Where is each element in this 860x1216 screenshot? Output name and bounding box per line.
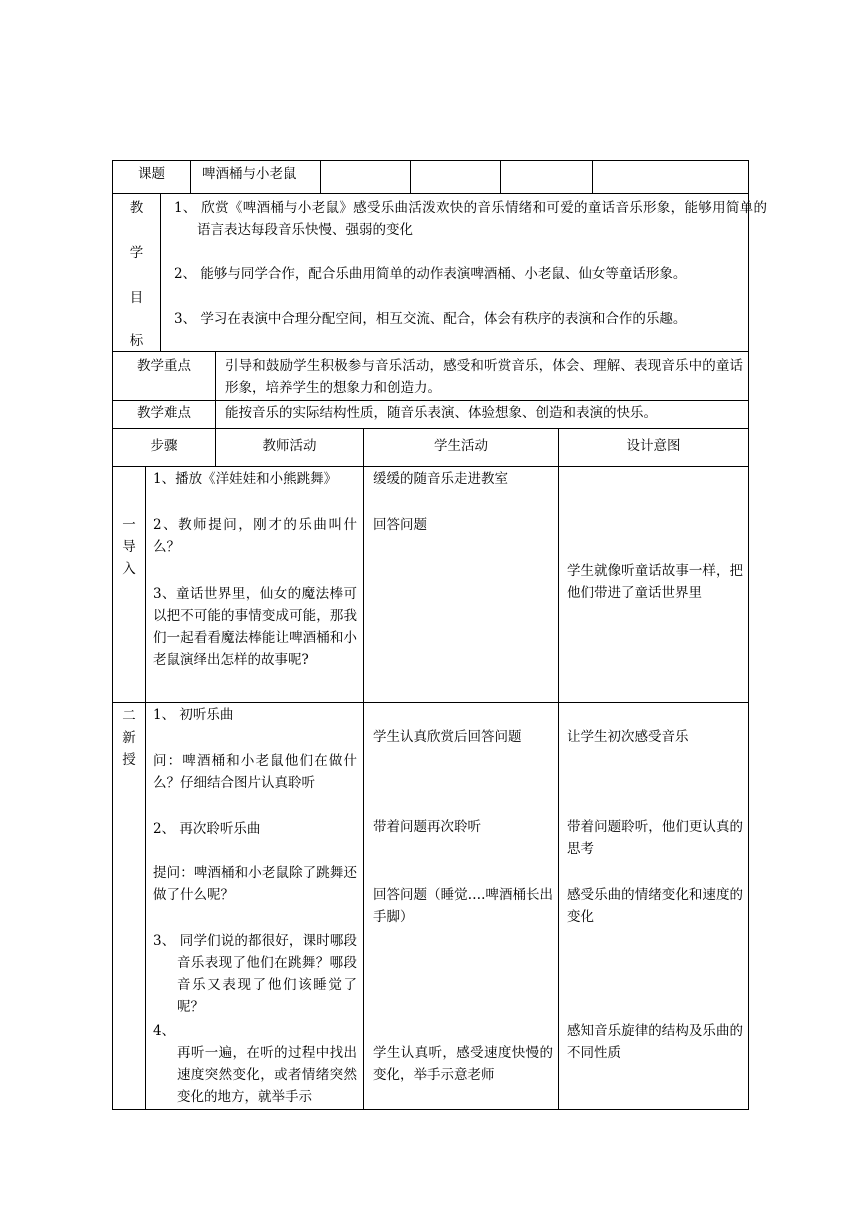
section2-teacher-7: 再听一遍，在听的过程中找出速度突然变化，或者情绪突然变化的地方，就举手示 <box>177 1045 357 1105</box>
key-points-label: 教学重点 <box>137 358 191 374</box>
goal-item-2: 2、 能够与同学合作，配合乐曲用简单的动作表演啤酒桶、小老鼠、仙女等童话形象。 <box>174 266 687 282</box>
section1-teacher-3: 3、童话世界里，仙女的魔法棒可以把不可能的事情变成可能，那我们一起看看魔法棒能让啤酒桶和小老鼠演绎出怎样的故事呢? <box>153 586 357 668</box>
section2-teacher-1: 1、 初听乐曲 <box>153 707 234 723</box>
section2-teacher-4: 提问：啤酒桶和小老鼠除了跳舞还做了什么呢？ <box>153 865 357 903</box>
goals-label-char: 学 <box>129 245 144 261</box>
step-char: 一 <box>122 517 136 533</box>
section1-teacher-1: 1、播放《洋娃娃和小熊跳舞》 <box>153 471 338 487</box>
step-char: 二 <box>122 708 136 724</box>
course-label: 课题 <box>138 166 165 182</box>
section2-student-2: 带着问题再次聆听 <box>373 819 481 835</box>
step-char: 入 <box>122 561 136 577</box>
section1-student-1: 缓缓的随音乐走进教室 <box>373 471 508 487</box>
section2-teacher-3: 2、 再次聆听乐曲 <box>153 821 261 837</box>
section2-student-3: 回答问题（睡觉….啤酒桶长出手脚） <box>373 887 553 925</box>
column-header-design: 设计意图 <box>626 438 681 454</box>
goals-label-char: 标 <box>129 333 144 349</box>
goals-label-char: 教 <box>129 200 144 216</box>
goals-label-char: 目 <box>129 290 144 306</box>
section2-teacher-6: 4、 <box>153 1023 176 1039</box>
section2-student-4: 学生认真听，感受速度快慢的变化，举手示意老师 <box>373 1045 553 1083</box>
column-header-step: 步骤 <box>150 438 178 454</box>
section2-design-1: 让学生初次感受音乐 <box>567 729 689 745</box>
goal-item-1: 1、 欣赏《啤酒桶与小老鼠》感受乐曲活泼欢快的音乐情绪和可爱的童话音乐形象，能够用简单的语言表达每段音乐快慢、强弱的变化 <box>174 200 767 238</box>
column-header-student: 学生活动 <box>434 438 488 454</box>
section2-design-2: 带着问题聆听，他们更认真的思考 <box>567 819 743 857</box>
key-points-text: 引导和鼓励学生积极参与音乐活动，感受和听赏音乐，体会、理解、表现音乐中的童话形象，培养学生的想象力和创造力。 <box>225 358 743 396</box>
step-char: 授 <box>122 752 136 768</box>
section2-design-4: 感知音乐旋律的结构及乐曲的不同性质 <box>567 1023 743 1061</box>
section1-teacher-2: 2、教师提问，刚才的乐曲叫什么？ <box>153 517 357 555</box>
section2-design-3: 感受乐曲的情绪变化和速度的变化 <box>567 887 743 925</box>
difficulties-text: 能按音乐的实际结构性质，随音乐表演、体验想象、创造和表演的快乐。 <box>225 405 657 421</box>
step-char: 新 <box>122 730 136 746</box>
difficulties-label: 教学难点 <box>137 405 191 421</box>
step-char: 导 <box>122 539 136 555</box>
goal-item-3: 3、 学习在表演中合理分配空间，相互交流、配合，体会有秩序的表演和合作的乐趣。 <box>174 311 687 327</box>
section2-teacher-2: 问：啤酒桶和小老鼠他们在做什么？仔细结合图片认真聆听 <box>153 753 357 791</box>
section1-student-2: 回答问题 <box>373 517 427 533</box>
course-title: 啤酒桶与小老鼠 <box>202 166 297 182</box>
section2-teacher-5: 3、 同学们说的都很好，课时哪段音乐表现了他们在跳舞？哪段音乐又表现了他们该睡觉了呢？ <box>153 933 357 1015</box>
section2-student-1: 学生认真欣赏后回答问题 <box>373 729 522 745</box>
section1-design: 学生就像听童话故事一样，把他们带进了童话世界里 <box>567 563 743 601</box>
column-header-teacher: 教师活动 <box>262 438 317 454</box>
